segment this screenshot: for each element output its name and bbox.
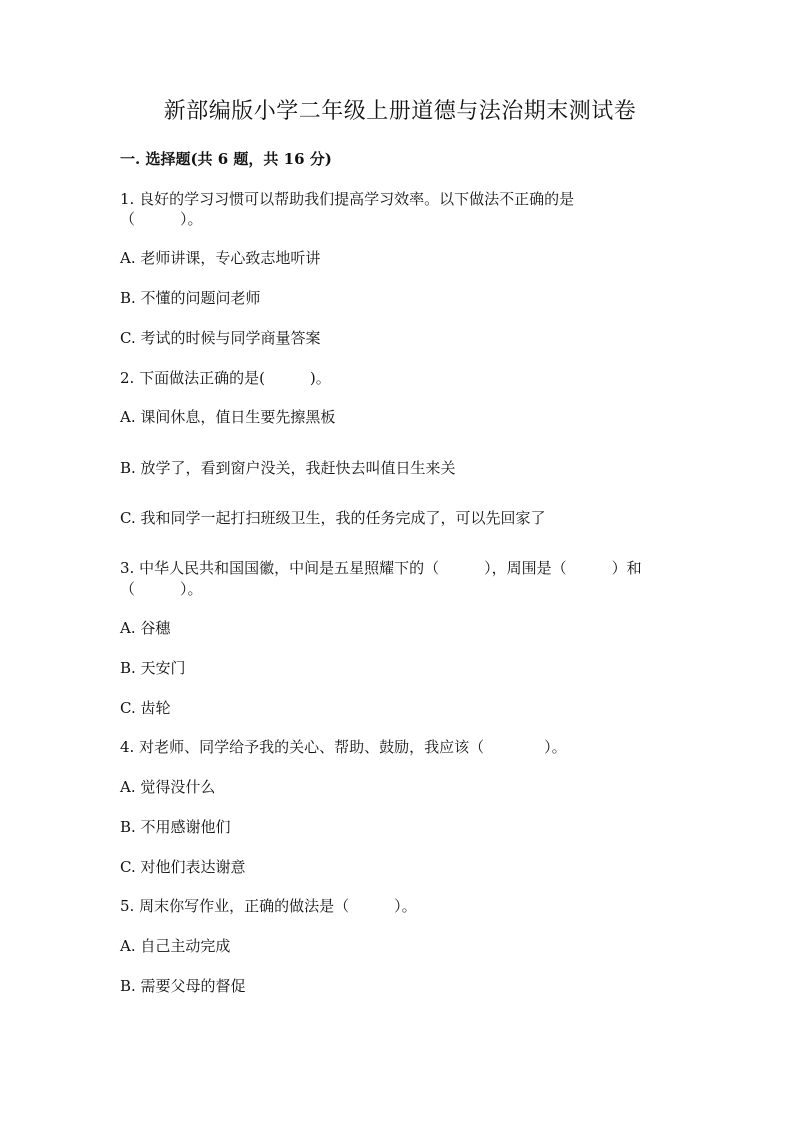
question-1-stem-cont: （ ）。 xyxy=(120,210,203,228)
question-3-stem-cont: （ ）。 xyxy=(120,580,203,598)
question-2-stem: 2. 下面做法正确的是( )。 xyxy=(120,369,331,387)
question-2-option-a: A. 课间休息，值日生要先擦黑板 xyxy=(120,408,336,426)
question-3-stem: 3. 中华人民共和国国徽，中间是五星照耀下的（ ），周围是（ ）和 xyxy=(120,559,642,577)
question-2-option-b: B. 放学了，看到窗户没关，我赶快去叫值日生来关 xyxy=(120,459,456,477)
question-1-option-a: A. 老师讲课，专心致志地听讲 xyxy=(120,249,321,267)
exam-title: 新部编版小学二年级上册道德与法治期末测试卷 xyxy=(163,99,637,124)
question-4-stem: 4. 对老师、同学给予我的关心、帮助、鼓励，我应该（ ）。 xyxy=(120,738,567,756)
question-3-option-a: A. 谷穗 xyxy=(120,619,171,637)
question-4-option-b: B. 不用感谢他们 xyxy=(120,818,231,836)
question-1-option-b: B. 不懂的问题问老师 xyxy=(120,289,261,307)
question-4-option-c: C. 对他们表达谢意 xyxy=(120,858,246,876)
question-3-option-b: B. 天安门 xyxy=(120,659,186,677)
section-heading: 一. 选择题(共 6 题，共 16 分) xyxy=(120,150,332,168)
question-3-option-c: C. 齿轮 xyxy=(120,699,171,717)
question-1-stem: 1. 良好的学习习惯可以帮助我们提高学习效率。以下做法不正确的是 xyxy=(120,190,575,208)
question-5-option-a: A. 自己主动完成 xyxy=(120,937,231,955)
question-4-option-a: A. 觉得没什么 xyxy=(120,778,216,796)
question-1-option-c: C. 考试的时候与同学商量答案 xyxy=(120,329,321,347)
question-5-option-b: B. 需要父母的督促 xyxy=(120,977,246,995)
question-2-option-c: C. 我和同学一起打扫班级卫生，我的任务完成了，可以先回家了 xyxy=(120,509,546,527)
question-5-stem: 5. 周末你写作业，正确的做法是（ ）。 xyxy=(120,897,417,915)
